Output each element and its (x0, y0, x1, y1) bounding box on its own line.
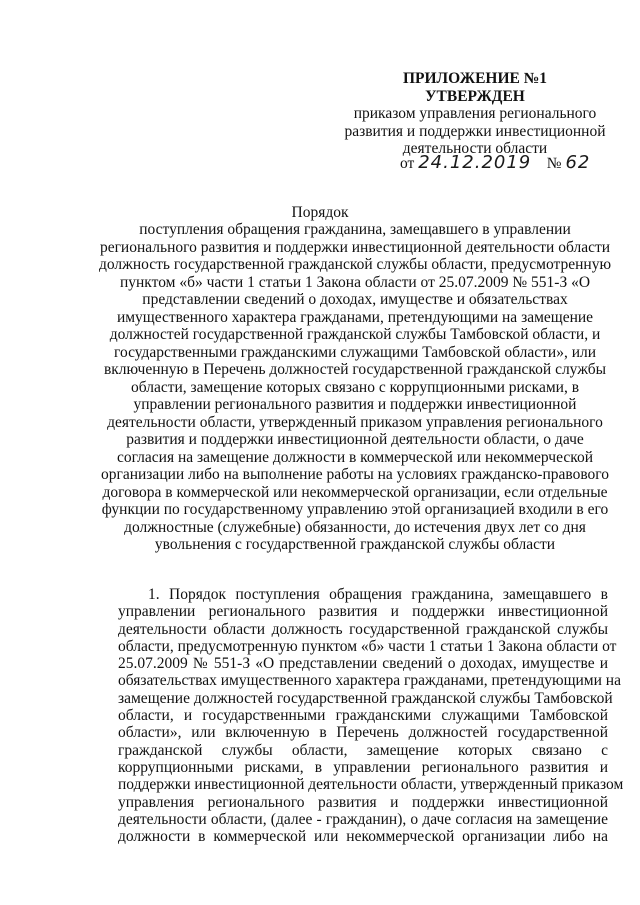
title-line: согласия на замещение должности в коммерческой или некоммерческой (116, 448, 594, 466)
body-line: области», или включенную в Перечень должностей государственной (118, 724, 608, 742)
title-line: представлении сведений о доходах, имуществе и обязательствах (142, 291, 568, 308)
body-paragraph-1 (118, 586, 624, 846)
title-line: поступления обращения гражданина, замещавшего в управлении (139, 221, 571, 238)
title-line: управлении регионального развития и поддержки инвестиционной (133, 396, 577, 413)
title-line: должностные (служебные) обязанности, до истечения двух лет со дня (124, 518, 586, 536)
title-line: договора в коммерческой или некоммерческой организации, если отдельные (102, 483, 608, 501)
title-line: государственными гражданскими служащими Тамбовской области», или (113, 343, 597, 361)
body-line: области, и государственными гражданскими служащими Тамбовской (118, 707, 608, 725)
appendix-title: ПРИЛОЖЕНИЕ №1 (402, 70, 548, 87)
title-line: регионального развития и поддержки инвестиционной деятельности области (99, 238, 611, 256)
title-line: должностей государственной гражданской службы Тамбовской области, и (109, 326, 601, 343)
title-line: области, замещение которых связано с коррупционными рисками, в (130, 378, 580, 396)
document-title (95, 221, 615, 554)
appendix-line: приказом управления регионального (353, 105, 597, 122)
date-prefix: от (400, 155, 415, 172)
body-line: должности в коммерческой или некоммерческой организации либо на (118, 828, 608, 846)
body-line: деятельности области, (далее - гражданин), о даче согласия на замещение (118, 810, 608, 828)
title-line: функции по государственному управлению этой организацией входили в его (101, 501, 609, 518)
handwritten-number: 62 (565, 152, 591, 173)
body-line: коррупционными рисками, в управлении регионального развития и (118, 758, 608, 776)
body-line: управлении регионального развития и поддержки инвестиционной (118, 603, 608, 621)
body-line: области, предусмотренную пунктом «б» части 1 статьи 1 Закона области от (118, 637, 617, 655)
appendix-line: развития и поддержки инвестиционной (344, 122, 606, 140)
body-line: управления регионального развития и поддержки инвестиционной (118, 793, 608, 811)
body-line: замещение должностей государственной гражданской службы Тамбовской (118, 689, 613, 707)
title-line: деятельности области, утвержденный приказом управления регионального (107, 413, 603, 431)
handwritten-date: 24.12.2019 (418, 152, 532, 173)
title-line: увольнения с государственной гражданской службы области (154, 536, 556, 553)
title-line: пунктом «б» части 1 статьи 1 Закона области от 25.07.2009 № 551-З «О (119, 273, 591, 291)
document-heading: Порядок (291, 204, 349, 221)
title-line: должность государственной гражданской службы области, предусмотренную (98, 256, 612, 273)
title-line: развития и поддержки инвестиционной деятельности области, о даче (126, 431, 584, 448)
number-prefix: № (546, 155, 562, 172)
title-line: имущественного характера гражданами, претендующими на замещение (116, 308, 594, 326)
title-line: организации либо на выполнение работы на условиях гражданско-правового (100, 466, 610, 483)
order-date-line (400, 152, 590, 173)
appendix-line: деятельности области (402, 140, 548, 157)
approved-label: УТВЕРЖДЕН (425, 87, 525, 105)
appendix-header (330, 70, 620, 158)
body-line: обязательствах имущественного характера гражданами, претендующими на (118, 672, 621, 690)
body-line: 1. Порядок поступления обращения гражданина, замещавшего в (148, 586, 608, 603)
body-line: поддержки инвестиционной деятельности области, утвержденный приказом (118, 776, 624, 794)
body-line: деятельности области должность государственной гражданской службы (118, 620, 608, 638)
body-line: 25.07.2009 № 551-З «О представлении сведений о доходах, имуществе и (118, 655, 608, 673)
body-line: гражданской службы области, замещение которых связано с (118, 741, 608, 759)
title-line: включенную в Перечень должностей государственной гражданской службы (103, 361, 607, 378)
